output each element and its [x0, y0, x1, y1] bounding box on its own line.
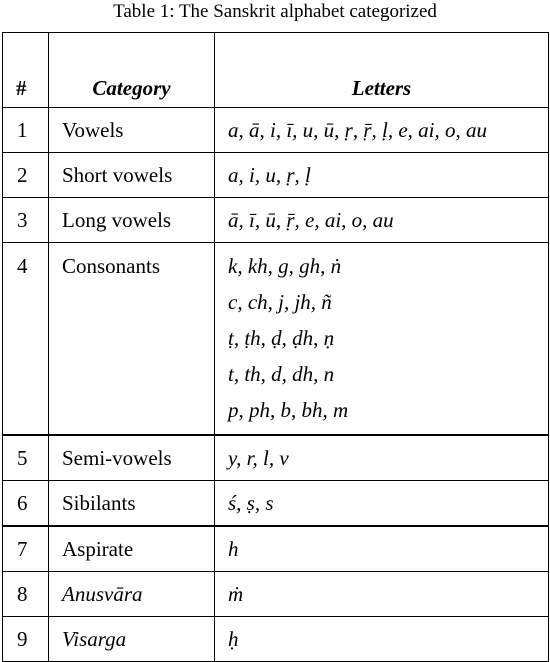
row-category: Sibilants [49, 481, 215, 527]
row-number: 1 [3, 108, 49, 153]
row-letters: a, i, u, ṛ, ḷ [215, 153, 549, 198]
sanskrit-alphabet-table [2, 32, 549, 662]
header-category: Category [49, 33, 215, 108]
row-category: Vowels [49, 108, 215, 153]
consonant-line: t, th, d, dh, n [228, 362, 335, 386]
table-row [3, 243, 549, 436]
row-category: Semi-vowels [49, 435, 215, 481]
row-letters: a, ā, i, ī, u, ū, ṛ, ṝ, ḷ, e, ai, o, au [215, 108, 549, 153]
table-row [3, 572, 549, 617]
row-letters: ṁ [215, 572, 549, 617]
row-number: 5 [3, 435, 49, 481]
row-number: 9 [3, 617, 49, 662]
header-letters: Letters [215, 33, 549, 108]
consonant-line: k, kh, g, gh, ṅ [228, 254, 342, 278]
consonant-line: c, ch, j, jh, ñ [228, 290, 332, 314]
table-row [3, 108, 549, 153]
row-category: Long vowels [49, 198, 215, 243]
table-row [3, 481, 549, 527]
row-letters: ḥ [215, 617, 549, 662]
consonant-line: p, ph, b, bh, m [228, 398, 349, 422]
table-header-row [3, 33, 549, 108]
row-letters [215, 243, 549, 436]
table-row [3, 198, 549, 243]
row-number: 7 [3, 526, 49, 572]
row-category: Visarga [49, 617, 215, 662]
row-letters: ś, ṣ, s [215, 481, 549, 527]
row-number: 8 [3, 572, 49, 617]
row-number: 4 [3, 243, 49, 436]
row-letters: h [215, 526, 549, 572]
table-row [3, 526, 549, 572]
row-category: Short vowels [49, 153, 215, 198]
header-number: # [3, 33, 49, 108]
row-number: 2 [3, 153, 49, 198]
row-letters: y, r, l, v [215, 435, 549, 481]
row-number: 6 [3, 481, 49, 527]
row-category: Anusvāra [49, 572, 215, 617]
table-caption: Table 1: The Sanskrit alphabet categorized [113, 1, 437, 22]
table-row [3, 435, 549, 481]
row-letters: ā, ī, ū, ṝ, e, ai, o, au [215, 198, 549, 243]
table-row [3, 153, 549, 198]
row-category: Aspirate [49, 526, 215, 572]
row-number: 3 [3, 198, 49, 243]
consonant-line: ṭ, ṭh, ḍ, ḍh, ṇ [228, 326, 335, 350]
table-row [3, 617, 549, 662]
row-category: Consonants [49, 243, 215, 436]
